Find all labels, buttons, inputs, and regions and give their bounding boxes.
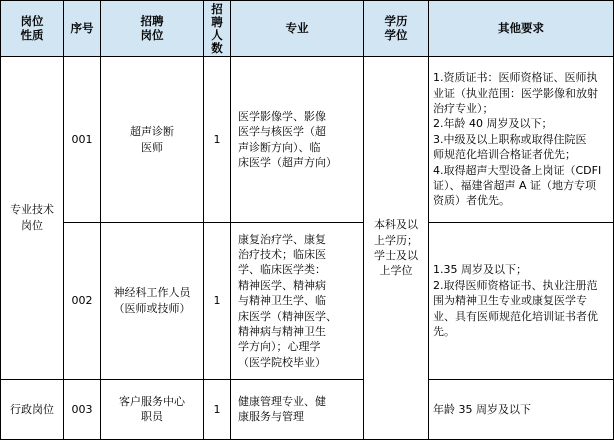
header-major: 专业 [231, 1, 364, 57]
header-count: 招 聘 人 数 [204, 1, 231, 57]
table-row [1, 223, 614, 380]
table-row [1, 379, 614, 439]
position-cell: 超声诊断 医师 [101, 57, 204, 223]
requirements-cell: 1.资质证书：医师资格证、医师执 业证（执业范围：医学影像和放射 治疗专业）； 2.年龄 40 周岁及以下； 3.中级及以上职称或取得住院医 师规范化培训合格证者优先； 4.取得超声大型设备上岗证（CDFI 证）、福建省超声 A 证（地方专项 资质）者优先。 [429, 57, 614, 223]
table-row [1, 57, 614, 223]
count-cell: 1 [204, 223, 231, 380]
count-cell: 1 [204, 379, 231, 439]
category-cell: 行政岗位 [1, 379, 64, 439]
header-requirements: 其他要求 [429, 1, 614, 57]
seq-cell: 002 [64, 223, 101, 380]
seq-cell: 003 [64, 379, 101, 439]
header-position: 招聘 岗位 [101, 1, 204, 57]
seq-cell: 001 [64, 57, 101, 223]
education-cell: 本科及以 上学历； 学士及以 上学位 [364, 57, 429, 440]
header-education: 学历 学位 [364, 1, 429, 57]
category-cell: 专业技术 岗位 [1, 57, 64, 380]
header-category: 岗位 性质 [1, 1, 64, 57]
header-row [1, 1, 614, 57]
major-cell: 医学影像学、影像 医学与核医学（超 声诊断方向）、临 床医学（超声方向） [231, 57, 364, 223]
position-cell: 客户服务中心 职员 [101, 379, 204, 439]
header-seq: 序号 [64, 1, 101, 57]
count-cell: 1 [204, 57, 231, 223]
major-cell: 健康管理专业、健 康服务与管理 [231, 379, 364, 439]
major-cell: 康复治疗学、康复 治疗技术；临床医 学、临床医学类： 精神医学、精神病 与精神卫生学、临 床医学（精神医学、 精神病与精神卫生 学方向）；心理学 （医学院校毕业） [231, 223, 364, 380]
position-cell: 神经科工作人员 （医师或技师） [101, 223, 204, 380]
requirements-cell: 1.35 周岁及以下； 2.取得医师资格证书、执业注册范 围为精神卫生专业或康复医学专 业、具有医师规范化培训证书者优 先。 [429, 223, 614, 380]
requirements-cell: 年龄 35 周岁及以下 [429, 379, 614, 439]
